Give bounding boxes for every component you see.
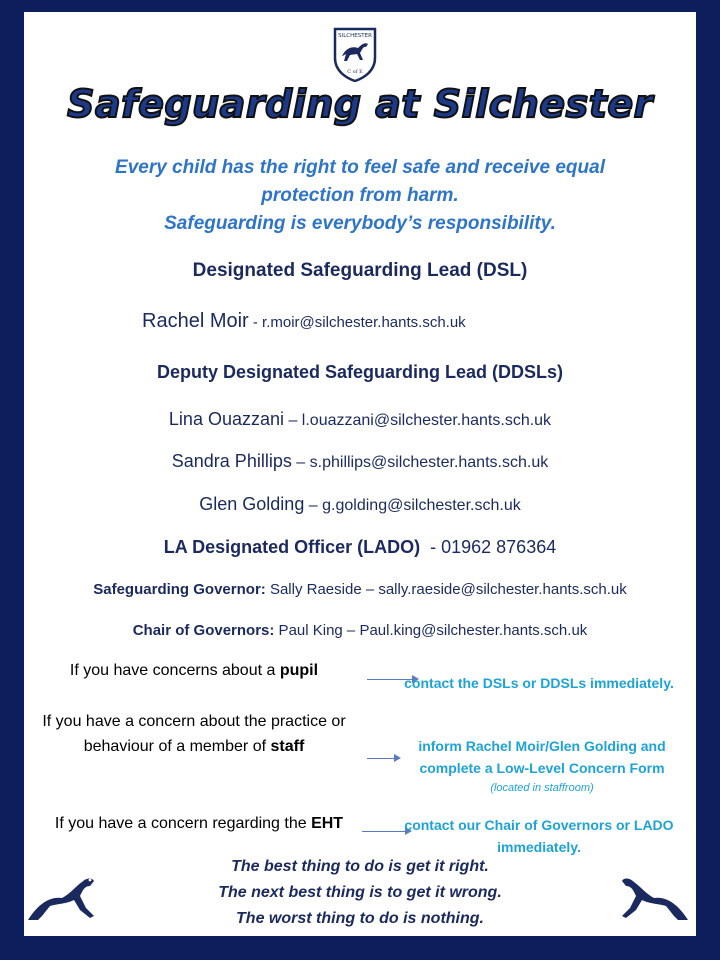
concern-subject: EHT	[311, 815, 344, 832]
ddsl-separator: –	[304, 497, 323, 514]
ddsl-email-link[interactable]: l.ouazzani@silchester.hants.sch.uk	[301, 412, 552, 429]
chair-text: Paul King – Paul.king@silchester.hants.sch.uk	[274, 622, 588, 639]
concern-action	[396, 735, 688, 797]
chair-contact	[24, 622, 696, 639]
ddsl-name: Glen Golding	[199, 494, 305, 514]
concern-prefix: If you have a concern about the practice or behaviour of a member of	[42, 713, 346, 755]
page-title: Safeguarding at Silchester	[67, 82, 653, 126]
crest-name: SILCHESTER	[338, 33, 372, 39]
ddsl-contact	[24, 494, 696, 515]
action-note: (located in staffroom)	[490, 782, 594, 794]
ddsl-separator: –	[291, 454, 310, 471]
concern-subject: pupil	[279, 662, 319, 679]
ddsl-contact	[24, 409, 696, 430]
governor-text: Sally Raeside – sally.raeside@silchester.hants.sch.uk	[265, 581, 627, 598]
lado-contact	[24, 537, 696, 558]
ddsl-contact	[24, 451, 696, 472]
white-horse-icon	[612, 868, 692, 928]
motto	[24, 154, 696, 238]
poster	[24, 12, 696, 936]
action-text: contact the DSLs or DDSLs immediately.	[404, 675, 674, 691]
governor-label: Safeguarding Governor:	[93, 581, 266, 598]
arrow-icon	[367, 758, 399, 759]
concern-action	[404, 814, 674, 858]
closing-line: The worst thing to do is nothing.	[236, 910, 484, 927]
motto-line: protection from harm.	[261, 185, 459, 206]
lado-phone[interactable]: 01962 876364	[441, 537, 557, 557]
concern-text	[26, 709, 362, 759]
crest-motto: C of E	[347, 69, 363, 75]
motto-line: Safeguarding is everybody’s responsibility.	[164, 213, 556, 234]
lado-separator: -	[420, 537, 442, 557]
closing-line: The best thing to do is get it right.	[231, 858, 489, 875]
concern-text	[54, 811, 344, 836]
dsl-email-link[interactable]: r.moir@silchester.hants.sch.uk	[262, 314, 466, 331]
closing-line: The next best thing is to get it wrong.	[218, 884, 502, 901]
ddsl-email-link[interactable]: g.golding@silchester.sch.uk	[322, 497, 521, 514]
concern-action	[404, 672, 674, 694]
concern-subject: staff	[270, 738, 305, 755]
lado-label: LA Designated Officer (LADO)	[163, 537, 421, 557]
action-text: contact our Chair of Governors or LADO immediately.	[404, 817, 674, 855]
dsl-name: Rachel Moir	[142, 310, 249, 332]
ddsl-heading: Deputy Designated Safeguarding Lead (DDSLs)	[156, 362, 564, 382]
concern-prefix: If you have a concern regarding the	[54, 815, 312, 832]
concern-text	[34, 658, 354, 683]
ddsl-email-link[interactable]: s.phillips@silchester.hants.sch.uk	[309, 454, 549, 471]
concern-prefix: If you have concerns about a	[69, 662, 280, 679]
action-text: inform Rachel Moir/Glen Golding and complete a Low-Level Concern Form	[418, 738, 666, 776]
dsl-separator: -	[248, 314, 263, 331]
ddsl-name: Sandra Phillips	[171, 451, 292, 471]
dsl-heading: Designated Safeguarding Lead (DSL)	[192, 260, 528, 281]
governor-contact	[24, 581, 696, 598]
school-crest-icon	[332, 26, 378, 82]
white-horse-icon	[24, 868, 104, 928]
motto-line: Every child has the right to feel safe and receive equal	[115, 157, 605, 178]
ddsl-name: Lina Ouazzani	[168, 409, 284, 429]
ddsl-separator: –	[284, 412, 302, 429]
dsl-contact	[142, 310, 466, 333]
chair-label: Chair of Governors:	[132, 622, 275, 639]
closing-quote	[24, 854, 696, 932]
arrow-icon	[362, 831, 410, 832]
